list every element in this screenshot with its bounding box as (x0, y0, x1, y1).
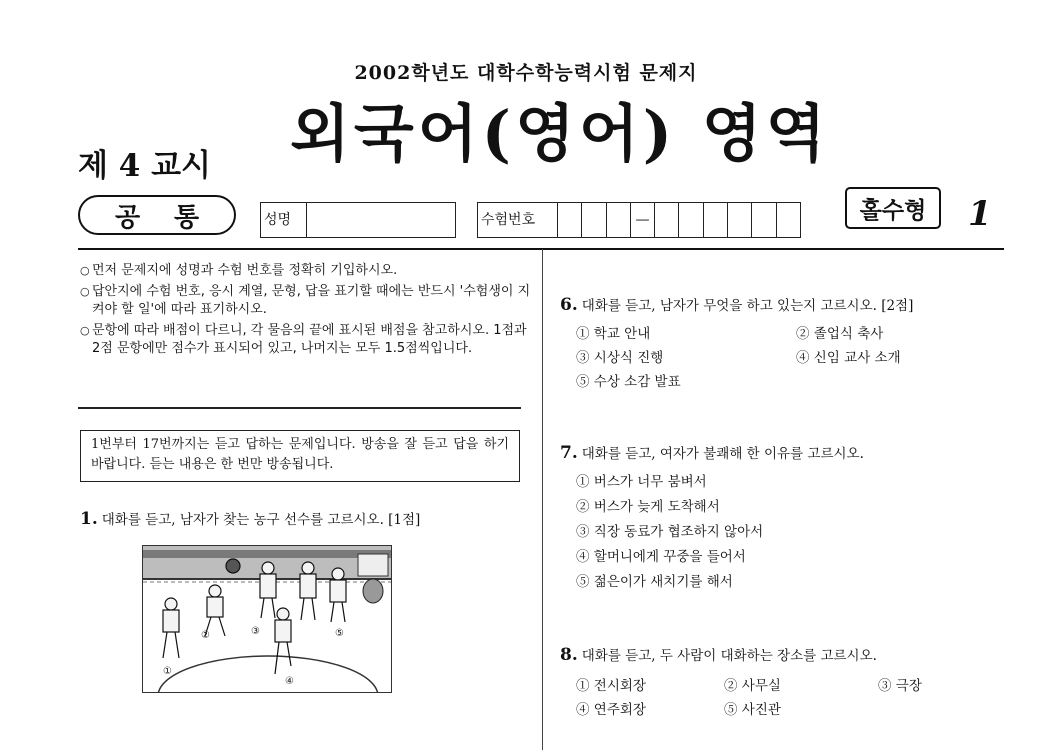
question-text: 대화를 듣고, 남자가 찾는 농구 선수를 고르시오. [1점] (101, 512, 421, 528)
question-number: 1. (80, 509, 98, 529)
answer-option[interactable]: ⑤ 젊은이가 새치기를 해서 (576, 574, 733, 590)
bullet-icon: ○ (80, 323, 90, 337)
exam-number-cell[interactable] (777, 203, 800, 237)
common-badge (78, 195, 236, 235)
common-badge-right: 통 (173, 202, 200, 233)
answer-option[interactable]: ② 사무실 (724, 678, 781, 694)
name-field[interactable] (260, 202, 456, 238)
section-divider (78, 407, 521, 409)
exam-number-dash: — (631, 203, 655, 237)
exam-number-cell[interactable] (728, 203, 752, 237)
answer-option[interactable]: ⑤ 수상 소감 발표 (576, 374, 681, 390)
listening-notice: 1번부터 17번까지는 듣고 답하는 문제입니다. 방송을 잘 듣고 답을 하기 바랍니다. 듣는 내용은 한 번만 방송됩니다. (80, 430, 520, 482)
question-text: 대화를 듣고, 남자가 무엇을 하고 있는지 고르시오. [2점] (581, 298, 914, 314)
instruction-item: ○ 문항에 따라 배점이 다르니, 각 물음의 끝에 표시된 배점을 참고하시오. 1점과 2점 문항에만 점수가 표시되어 있고, 나머지는 모두 1.5점씩입니다. (80, 322, 527, 356)
answer-option[interactable]: ④ 연주회장 (576, 702, 646, 718)
exam-number-cell[interactable] (704, 203, 728, 237)
answer-option[interactable]: ⑤ 사진관 (724, 702, 781, 718)
answer-option[interactable]: ③ 시상식 진행 (576, 350, 664, 366)
basketball-illustration (142, 545, 392, 693)
question-8-options (576, 674, 996, 724)
answer-option[interactable]: ③ 직장 동료가 협조하지 않아서 (576, 524, 764, 540)
picture-label: ② (201, 630, 210, 641)
answer-option[interactable]: ① 버스가 너무 붐벼서 (576, 474, 707, 490)
question-8 (560, 644, 877, 665)
bullet-icon: ○ (80, 264, 90, 277)
question-text: 대화를 듣고, 두 사람이 대화하는 장소를 고르시오. (581, 648, 877, 664)
picture-label: ① (163, 666, 172, 677)
name-label: 성명 (261, 203, 307, 237)
column-divider (542, 249, 543, 750)
answer-option[interactable]: ① 학교 안내 (576, 326, 651, 342)
bullet-icon: ○ (80, 284, 90, 298)
picture-label: ⑤ (335, 628, 344, 639)
instruction-item: ○ 답안지에 수험 번호, 응시 계열, 문형, 답을 표기할 때에는 반드시 '수험생이 지켜야 할 일'에 따라 표기하시오. (80, 283, 531, 317)
question-number: 8. (560, 645, 578, 665)
exam-number-cell[interactable] (655, 203, 679, 237)
exam-number-cell[interactable] (679, 203, 703, 237)
question-7 (560, 442, 864, 463)
picture-label: ③ (251, 626, 260, 637)
question-6 (560, 294, 913, 315)
question-text: 대화를 듣고, 여자가 불쾌해 한 이유를 고르시오. (581, 446, 864, 462)
answer-option[interactable]: ③ 극장 (878, 678, 922, 694)
answer-option[interactable]: ④ 신임 교사 소개 (796, 350, 901, 366)
question-7-options (576, 470, 996, 594)
exam-number-field[interactable] (477, 202, 801, 238)
exam-number-cell[interactable] (558, 203, 582, 237)
header-divider (78, 248, 1004, 250)
answer-option[interactable]: ② 졸업식 축사 (796, 326, 884, 342)
question-number: 7. (560, 443, 578, 463)
page-number: 1 (968, 194, 992, 234)
exam-title: 2002학년도 대학수학능력시험 문제지 (354, 62, 698, 84)
subject-title: 외국어(영어) 영역 (290, 97, 830, 170)
common-badge-left: 공 (114, 202, 141, 233)
exam-number-cell[interactable] (752, 203, 776, 237)
question-6-options (576, 322, 996, 394)
exam-number-label: 수험번호 (478, 203, 558, 237)
answer-option[interactable]: ④ 할머니에게 꾸중을 들어서 (576, 549, 746, 565)
question-number: 6. (560, 295, 578, 315)
exam-number-cell[interactable] (582, 203, 606, 237)
exam-number-cell[interactable] (607, 203, 631, 237)
question-1 (80, 508, 420, 529)
instruction-item: ○ 먼저 문제지에 성명과 수험 번호를 정확히 기입하시오. (80, 262, 532, 281)
form-type-badge: 홀수형 (845, 187, 941, 229)
basketball-court-image (143, 546, 392, 693)
period-label: 제 4 교시 (78, 148, 211, 184)
answer-option[interactable]: ① 전시회장 (576, 678, 646, 694)
picture-label: ④ (285, 676, 294, 687)
answer-option[interactable]: ② 버스가 늦게 도착해서 (576, 499, 720, 515)
instructions-list (80, 262, 532, 361)
